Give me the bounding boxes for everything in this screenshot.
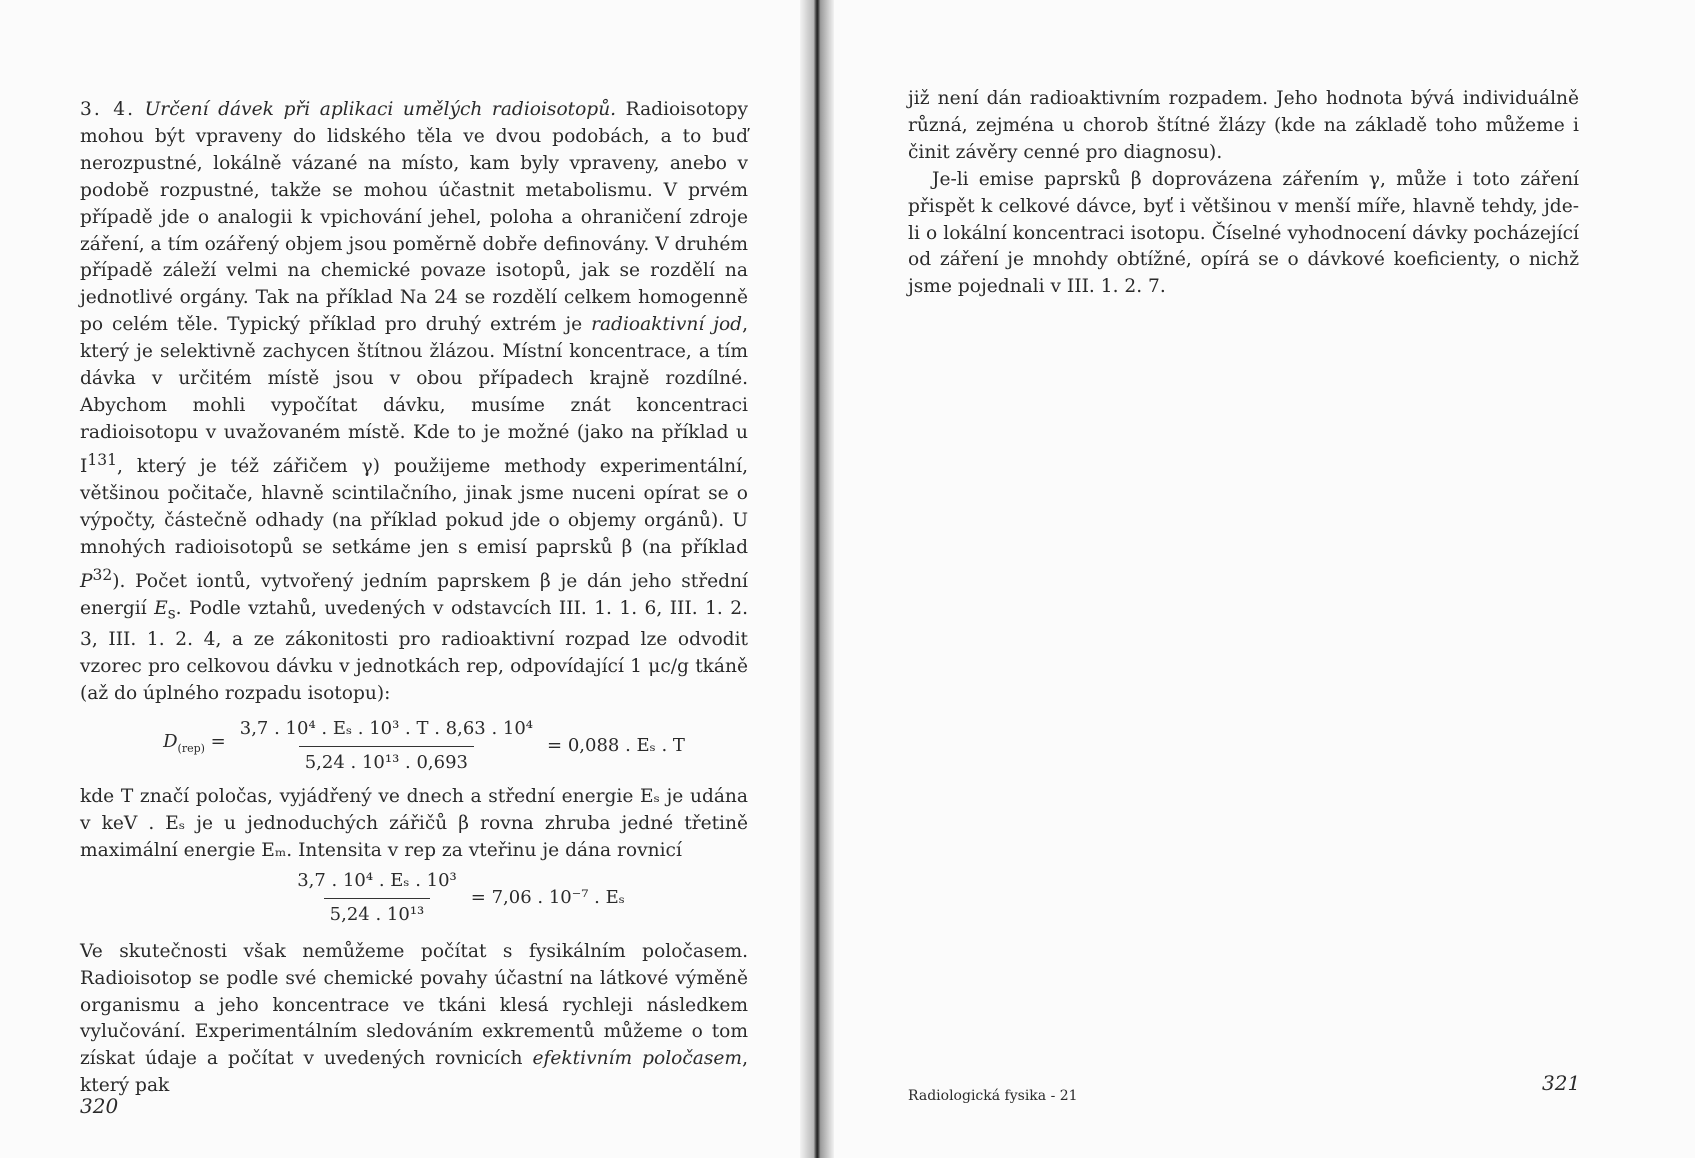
formula-2-denominator: 5,24 . 10¹³ <box>324 898 431 929</box>
page-number-left: 320 <box>80 1094 119 1118</box>
paragraph-gamma-radiation: Je-li emise paprsků β doprovázena zářením γ, může i toto záření přispět k celkové dávce, byť i většinou v menší míře, hlavně tehdy, jde-li o lokální koncentraci isotopu. Číselné vyhodnocení dávky pocházející od záření je mnohdy obtížné, opírá se o dávkové koeficienty, o nichž jsme pojednali v III. 1. 2. 7. <box>908 168 1579 298</box>
formula-1-numerator: 3,7 . 10⁴ . Eₛ . 10³ . T . 8,63 . 10⁴ <box>239 717 534 739</box>
formula-total-dose: $D_{(rep)}$ = $\frac{\text{3,7 . 10⁴ . Eₛ . 10³ . T . 8,63 . 10⁴}}{\text{5,24 . 10¹³ . 0,693}}$ = 0,088 . Eₛ . T <box>80 714 748 778</box>
section-title: Určení dávek při aplikaci umělých radioisotopů. <box>144 99 617 120</box>
formula-1-denominator: 5,24 . 10¹³ . 0,693 <box>299 746 474 777</box>
radioactive-iodine-term: radioaktivní jod <box>591 314 743 336</box>
formula-2-numerator: 3,7 . 10⁴ . Eₛ . 10³ <box>297 870 457 892</box>
section-number: 3. 4. <box>80 99 136 120</box>
formula-1-fraction <box>234 716 539 777</box>
left-page-body <box>80 97 748 1100</box>
paragraph-continuation: již není dán radioaktivním rozpadem. Jeho hodnota bývá individuálně různá, zejména u chorob štítné žlázy (kde na základě toho můžeme i činit závěry cenné pro diagnosu). <box>908 88 1579 163</box>
right-page <box>818 0 1695 1158</box>
page-number-right: 321 <box>1542 1071 1581 1095</box>
effective-half-life-term: efektivním poločasem <box>532 1048 743 1070</box>
formula-1-result: = 0,088 . Eₛ . T <box>547 734 685 756</box>
paragraph-effective-half-life: Ve skutečnosti však nemůžeme počítat s fysikálním poločasem. Radioisotop se podle své chemické povahy účastní na látkové výměně organismu a jeho koncentrace ve tkáni klesá rychleji následkem vylučování. Experimentálním sledováním exkrementů můžeme o tom získat údaje a počítat v uvedených rovnicích efektivním poločasem, který pak <box>80 940 748 1097</box>
formula-dose-rate <box>80 869 748 929</box>
section-paragraph: 3. 4. Určení dávek při aplikaci umělých radioisotopů. Radioisotopy mohou být vpraveny do lidského těla ve dvou podobách, a to buď nerozpustné, lokálně vázané na místo, kam byly vpraveny, anebo v podobě rozpustné, takže se mohou účastnit metabolismu. V prvém případě jde o analogii k vpichování jehel, poloha a ohraničení zdroje záření, a tím ozářený objem jsou poměrně dobře definovány. V druhém případě záleží velmi na chemické povaze isotopů, jak se rozdělí na jednotlivé orgány. Tak na příklad Na 24 se rozdělí celkem homogenně po celém těle. Typický příklad pro druhý extrém je radioaktivní jod, který je selektivně zachycen štítnou žlázou. Místní koncentrace, a tím dávka v určitém místě jsou v obou případech krajně rozdílné. Abychom mohli vypočítat dávku, musíme znát koncentraci radioisotopu v uvažovaném místě. Kde to je možné (jako na příklad u $I^{131}$, který je též zářičem γ) použijeme methody experimentální, většinou počitače, hlavně scintilačního, jinak jsme nuceni opírat se o výpočty, částečně odhady (na příklad pokud jde o objemy orgánů). U mnohých radioisotopů se setkáme jen s emisí paprsků β (na příklad $P^{32}$). Počet iontů, vytvořený jedním paprskem β je dán jeho střední energií $E_s$. Podle vztahů, uvedených v odstavcích III. 1. 1. 6, III. 1. 2. 3, III. 1. 2. 4, a ze zákonitosti pro radioaktivní rozpad lze odvodit vzorec pro celkovou dávku v jednotkách rep, odpovídající 1 μc/g tkáně (až do úplného rozpadu isotopu): <box>80 99 748 705</box>
left-page <box>0 0 818 1158</box>
formula-2-fraction <box>291 868 463 929</box>
formula-2-result: = 7,06 . 10⁻⁷ . Eₛ <box>470 887 625 909</box>
right-page-body <box>908 86 1579 301</box>
footer-signature: Radiologická fysika - 21 <box>908 1088 1078 1104</box>
paragraph-half-life: kde T značí poločas, vyjádřený ve dnech a střední energie Eₛ je udána v keV . Eₛ je u jednoduchých zářičů β rovna zhruba jedné třetině maximální energie Eₘ. Intensita v rep za vteřinu je dána rovnicí <box>80 786 748 861</box>
